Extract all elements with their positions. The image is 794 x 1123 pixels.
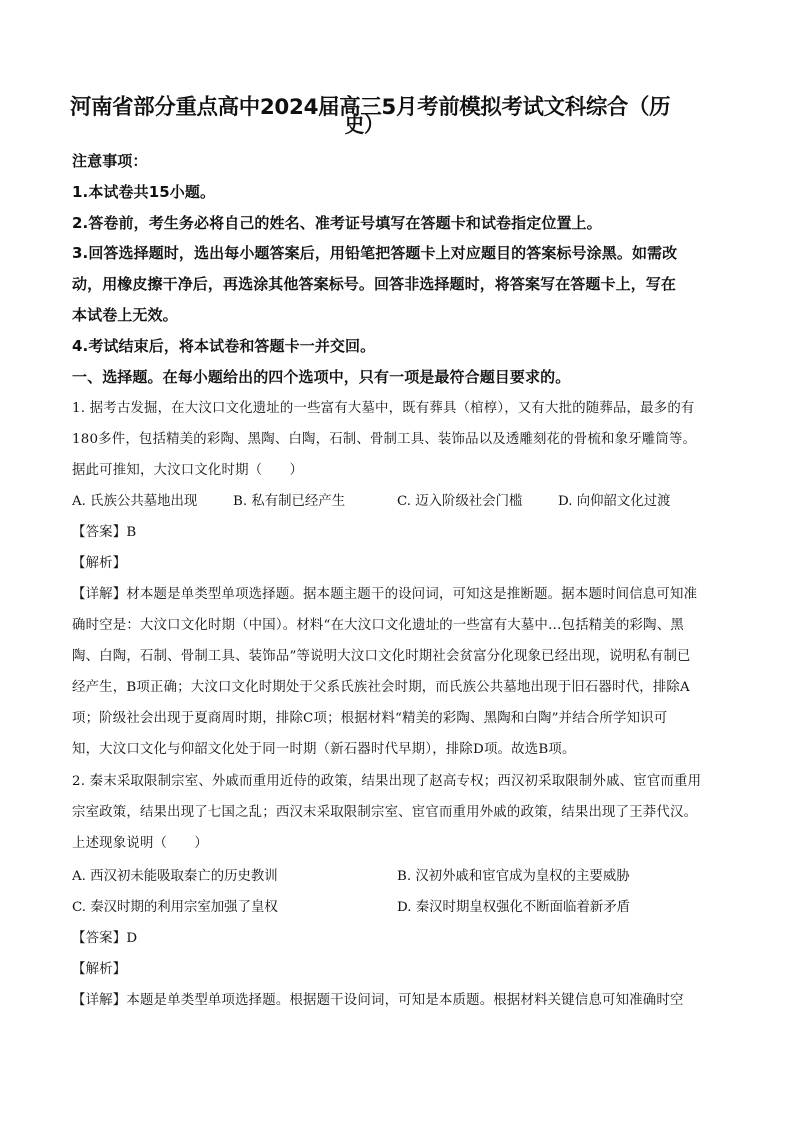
- notice-item-2: 2.答卷前，考生务必将自己的姓名、准考证号填写在答题卡和试卷指定位置上。: [72, 214, 602, 232]
- q2-option-a: A. 西汉初未能吸取秦亡的历史教训: [72, 869, 278, 884]
- q2-answer: 【答案】D: [72, 931, 138, 946]
- notice-item-3-line-3: 本试卷上无效。: [72, 306, 178, 324]
- notice-heading: 注意事项：: [72, 152, 148, 170]
- page-title-continued: 史）: [344, 113, 384, 138]
- q1-option-c: C. 迈入阶级社会门槛: [397, 494, 523, 509]
- q1-option-b: B. 私有制已经产生: [233, 494, 346, 509]
- q2-stem-line-1: 2. 秦末采取限制宗室、外戚而重用近侍的政策，结果出现了赵高专权；西汉初采取限制外戚、宦官而重用: [72, 774, 702, 789]
- q1-stem-line-3: 据此可推知，大汶口文化时期（ ）: [72, 463, 304, 478]
- q2-stem-line-2: 宗室政策，结果出现了七国之乱；西汉末采取限制宗室、宦官而重用外戚的政策，结果出现了王莽代汉。: [72, 805, 698, 820]
- q1-detail-line-4: 经产生，B项正确；大汶口文化时期处于父系氏族社会时期，而氏族公共墓地出现于旧石器时代，排除A: [72, 680, 690, 695]
- q2-detail-line-1: 【详解】本题是单类型单项选择题。根据题干设问词，可知是本质题。根据材料关键信息可知准确时空: [72, 993, 684, 1008]
- q1-stem-line-1: 1. 据考古发掘，在大汶口文化遗址的一些富有大墓中，既有葬具（棺椁），又有大批的随葬品，最多的有: [72, 401, 695, 416]
- notice-item-3-line-2: 动，用橡皮擦干净后，再选涂其他答案标号。回答非选择题时，将答案写在答题卡上，写在: [72, 275, 677, 293]
- q1-stem-line-2: 180多件，包括精美的彩陶、黑陶、白陶，石制、骨制工具、装饰品以及透雕刻花的骨梳和象牙雕筒等。: [72, 432, 697, 447]
- page-title: 河南省部分重点高中2024届高三5月考前模拟考试文科综合（历: [70, 95, 671, 120]
- q1-answer: 【答案】B: [72, 525, 137, 540]
- q2-option-c: C. 秦汉时期的利用宗室加强了皇权: [72, 900, 278, 915]
- q1-detail-line-1: 【详解】材本题是单类型单项选择题。据本题主题干的设问词，可知这是推断题。据本题时间信息可知准: [72, 587, 698, 602]
- q1-detail-line-6: 知，大汶口文化与仰韶文化处于同一时期（新石器时代早期），排除D项。故选B项。: [72, 742, 576, 757]
- q1-detail-line-2: 确时空是：大汶口文化时期（中国）。材料“在大汶口文化遗址的一些富有大墓中…包括精美的彩陶、黑: [72, 618, 684, 633]
- q2-option-b: B. 汉初外戚和宦官成为皇权的主要威胁: [397, 869, 630, 884]
- q1-option-d: D. 向仰韶文化过渡: [558, 494, 671, 509]
- q1-analysis-label: 【解析】: [72, 556, 127, 571]
- section-heading: 一、选择题。在每小题给出的四个选项中，只有一项是最符合题目要求的。: [72, 368, 571, 386]
- q2-analysis-label: 【解析】: [72, 962, 127, 977]
- notice-item-1: 1.本试卷共15小题。: [72, 183, 216, 201]
- q2-stem-line-3: 上述现象说明（ ）: [72, 836, 208, 851]
- q1-option-a: A. 氏族公共墓地出现: [72, 494, 198, 509]
- q2-option-d: D. 秦汉时期皇权强化不断面临着新矛盾: [397, 900, 631, 915]
- q1-detail-line-3: 陶、白陶，石制、骨制工具、装饰品”等说明大汶口文化时期社会贫富分化现象已经出现，说明私有制已: [72, 649, 691, 664]
- notice-item-4: 4.考试结束后，将本试卷和答题卡一并交回。: [72, 337, 376, 355]
- q1-detail-line-5: 项；阶级社会出现于夏商周时期，排除C项；根据材料“精美的彩陶、黑陶和白陶”并结合所学知识可: [72, 711, 668, 726]
- notice-item-3-line-1: 3.回答选择题时，选出每小题答案后，用铅笔把答题卡上对应题目的答案标号涂黑。如需改: [72, 244, 678, 262]
